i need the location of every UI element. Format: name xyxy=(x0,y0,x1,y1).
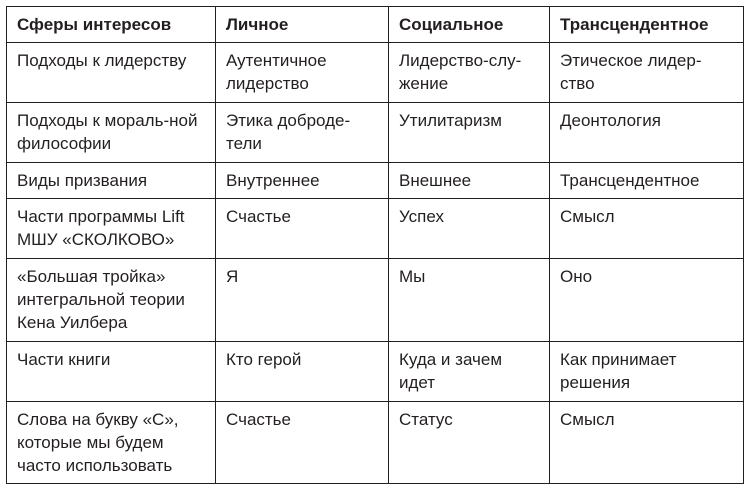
table-row xyxy=(7,163,744,199)
transcendent-cell: Трансцендентное xyxy=(550,163,744,199)
transcendent-cell: Деонтология xyxy=(550,103,744,163)
transcendent-cell: Оно xyxy=(550,259,744,342)
row-label-cell: Подходы к мораль-ной философии xyxy=(7,103,216,163)
transcendent-cell: Этическое лидер-ство xyxy=(550,43,744,103)
social-cell: Лидерство-слу-жение xyxy=(389,43,550,103)
social-cell: Статус xyxy=(389,402,550,484)
personal-cell: Этика доброде-тели xyxy=(216,103,389,163)
header-row xyxy=(7,7,744,43)
table-row xyxy=(7,103,744,163)
header-cell-spheres: Сферы интересов xyxy=(7,7,216,43)
social-cell: Внешнее xyxy=(389,163,550,199)
table-row xyxy=(7,43,744,103)
personal-cell: Я xyxy=(216,259,389,342)
row-label-cell: Подходы к лидерству xyxy=(7,43,216,103)
personal-cell: Аутентичное лидерство xyxy=(216,43,389,103)
header-cell-social: Социальное xyxy=(389,7,550,43)
row-label-cell: Слова на букву «С», которые мы будем часто использовать xyxy=(7,402,216,484)
personal-cell: Счастье xyxy=(216,199,389,259)
table-row xyxy=(7,402,744,484)
transcendent-cell: Как принимает решения xyxy=(550,342,744,402)
social-cell: Куда и зачем идет xyxy=(389,342,550,402)
row-label-cell: Части программы Lift МШУ «СКОЛКОВО» xyxy=(7,199,216,259)
social-cell: Мы xyxy=(389,259,550,342)
table-body xyxy=(7,43,744,484)
transcendent-cell: Смысл xyxy=(550,402,744,484)
table-row xyxy=(7,199,744,259)
table-row xyxy=(7,259,744,342)
personal-cell: Счастье xyxy=(216,402,389,484)
personal-cell: Внутреннее xyxy=(216,163,389,199)
row-label-cell: Виды призвания xyxy=(7,163,216,199)
transcendent-cell: Смысл xyxy=(550,199,744,259)
table-row xyxy=(7,342,744,402)
row-label-cell: «Большая тройка» интегральной теории Кена Уилбера xyxy=(7,259,216,342)
social-cell: Успех xyxy=(389,199,550,259)
table-header xyxy=(7,7,744,43)
spheres-of-interest-table xyxy=(6,6,744,484)
row-label-cell: Части книги xyxy=(7,342,216,402)
header-cell-transcendent: Трансцендентное xyxy=(550,7,744,43)
header-cell-personal: Личное xyxy=(216,7,389,43)
social-cell: Утилитаризм xyxy=(389,103,550,163)
personal-cell: Кто герой xyxy=(216,342,389,402)
